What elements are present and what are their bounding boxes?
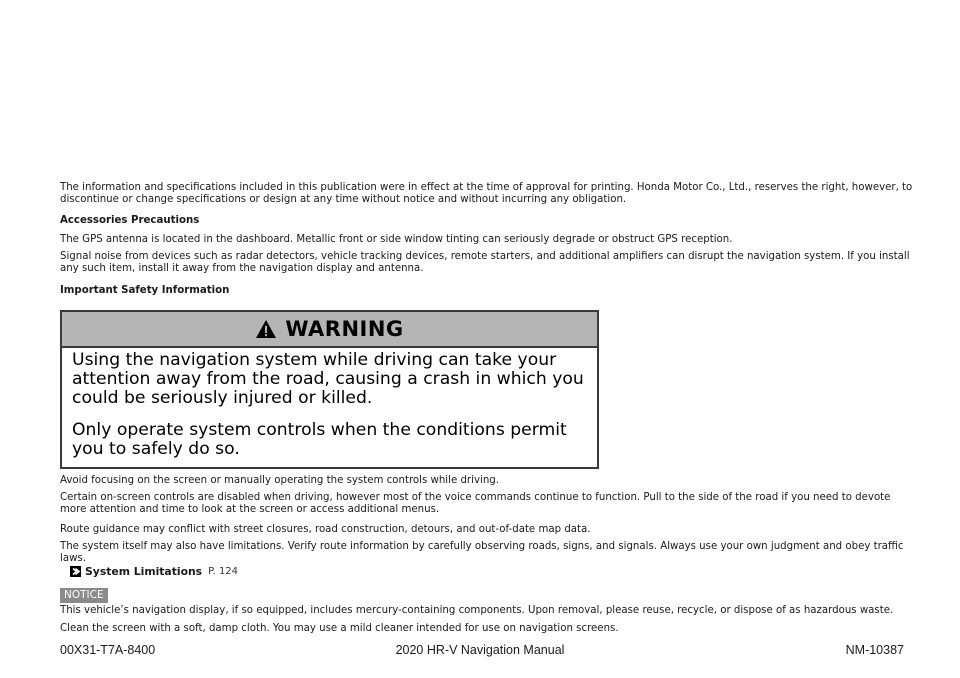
gps-paragraph: The GPS antenna is located in the dashboard. Metallic front or side window tinting can seriously degrade or obstruct GPS reception. xyxy=(60,234,733,245)
accessories-heading: Accessories Precautions xyxy=(60,215,200,226)
avoid-paragraph: Avoid focusing on the screen or manually operating the system controls while driving. xyxy=(60,475,499,486)
cross-reference-arrow-icon xyxy=(70,566,81,577)
system-limitations-paragraph: The system itself may also have limitations. Verify route information by carefully observing roads, signs, and signals. Always use your own judgment and obey traffic laws. xyxy=(60,541,904,565)
signal-noise-paragraph: Signal noise from devices such as radar detectors, vehicle tracking devices, remote starters, and additional amplifiers can disrupt the navigation system. If you install any such item, install it away from the navigation display and antenna. xyxy=(60,251,910,275)
xref-label: System Limitations xyxy=(85,565,203,578)
system-limitations-link[interactable] xyxy=(70,565,238,578)
warning-text-2: Only operate system controls when the conditions permit you to safely do so. xyxy=(72,420,567,459)
xref-page: P. 124 xyxy=(208,566,239,577)
warning-triangle-icon xyxy=(255,319,277,339)
warning-header xyxy=(62,312,597,348)
warning-box xyxy=(60,310,599,469)
mercury-notice-paragraph: This vehicle’s navigation display, if so equipped, includes mercury-containing components. Upon removal, please reuse, recycle, or dispose of as hazardous waste. xyxy=(60,605,894,616)
notice-badge: NOTICE xyxy=(60,588,108,603)
warning-title: WARNING xyxy=(285,317,404,341)
warning-body xyxy=(62,348,597,459)
intro-paragraph: The information and specifications included in this publication were in effect at the time of approval for printing. Honda Motor Co., Ltd., reserves the right, however, to discontinue or change specifications or design at any time without notice and without incurring any obligation. xyxy=(60,182,913,206)
footer-part-number: 00X31-T7A-8400 xyxy=(60,643,156,657)
footer-manual-title: 2020 HR-V Navigation Manual xyxy=(395,643,565,657)
cleaning-paragraph: Clean the screen with a soft, damp cloth. You may use a mild cleaner intended for use on navigation screens. xyxy=(60,623,619,634)
controls-disabled-paragraph: Certain on-screen controls are disabled when driving, however most of the voice commands continue to function. Pull to the side of the road if you need to devote more attention and time to look at the screen or access additional menus. xyxy=(60,492,891,516)
footer-doc-code: NM-10387 xyxy=(845,643,904,657)
route-guidance-paragraph: Route guidance may conflict with street closures, road construction, detours, and out-of-date map data. xyxy=(60,524,591,535)
safety-heading: Important Safety Information xyxy=(60,285,230,296)
warning-text-1: Using the navigation system while driving can take your attention away from the road, causing a crash in which you could be seriously injured or killed. xyxy=(72,350,584,408)
